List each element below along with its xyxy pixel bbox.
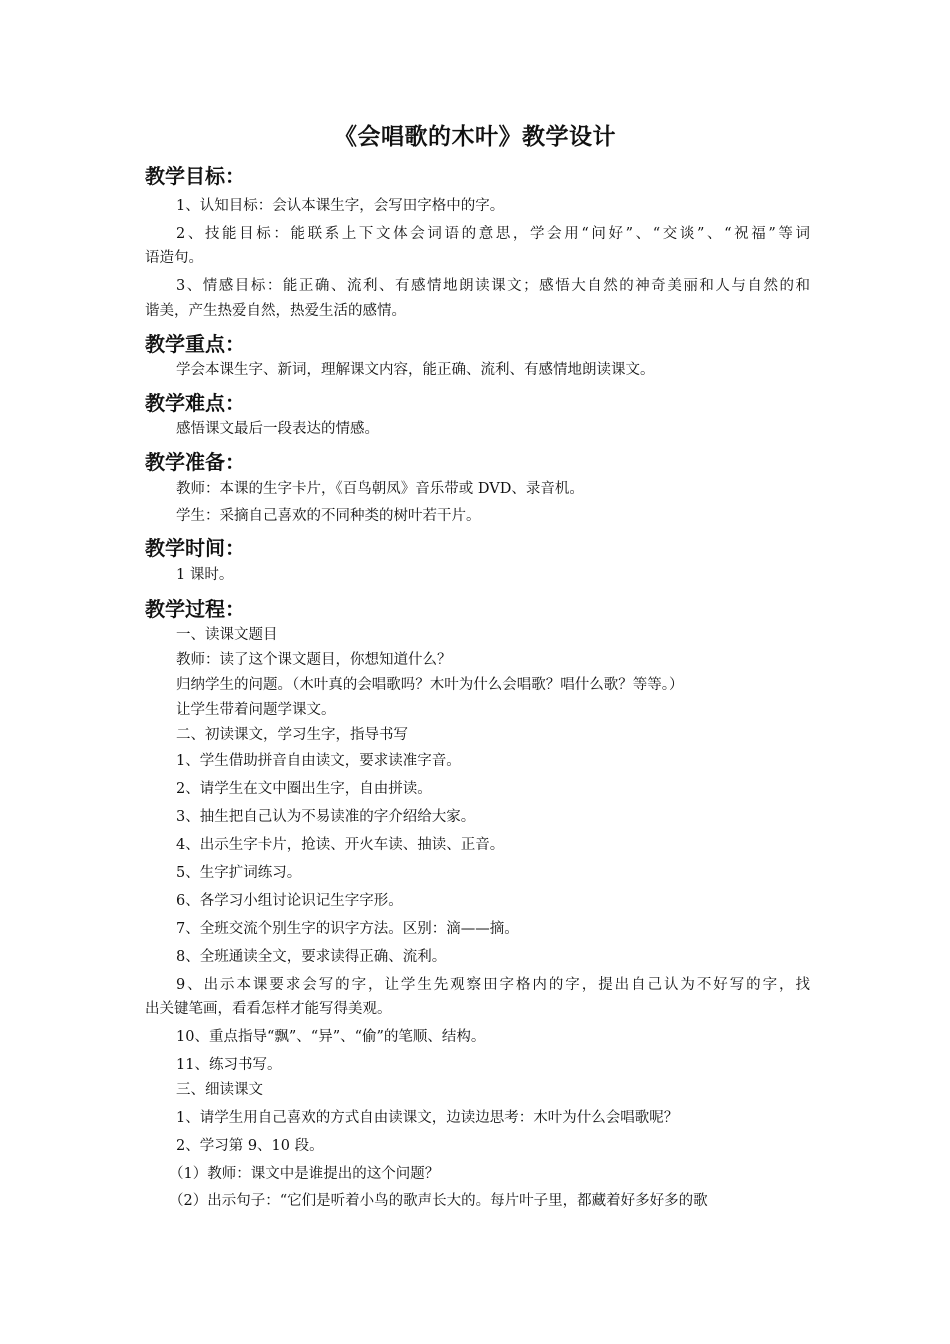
- process-line: 9、出示本课要求会写的字，让学生先观察田字格内的字，提出自己认为不好写的字，找: [176, 977, 810, 993]
- heading-process: 教学过程：: [145, 597, 245, 621]
- page-title: 《会唱歌的木叶》教学设计: [334, 124, 616, 150]
- heading-key-points: 教学重点：: [145, 332, 245, 356]
- process-line: 4、出示生字卡片，抢读、开火车读、抽读、正音。: [176, 837, 505, 853]
- process-line: 教师：读了这个课文题目，你想知道什么？: [176, 652, 452, 668]
- process-line: 让学生带着问题学课文。: [176, 702, 336, 718]
- goal-item-2: 2、技能目标：能联系上下文体会词语的意思，学会用“问好”、“交谈”、“祝福”等词: [176, 226, 810, 242]
- process-line: 6、各学习小组讨论识记生字字形。: [176, 893, 403, 909]
- process-line: 8、全班通读全文，要求读得正确、流利。: [176, 949, 447, 965]
- process-line: 归纳学生的问题。（木叶真的会唱歌吗？木叶为什么会唱歌？唱什么歌？等等。）: [176, 677, 684, 693]
- process-line: 7、全班交流个别生字的识字方法。区别：滴——摘。: [176, 921, 519, 937]
- heading-goals: 教学目标：: [145, 164, 245, 188]
- heading-preparation: 教学准备：: [145, 450, 245, 474]
- time-item: 1 课时。: [176, 567, 234, 583]
- goal-item-3: 3、情感目标：能正确、流利、有感情地朗读课文；感悟大自然的神奇美丽和人与自然的和: [176, 278, 810, 294]
- key-point-item: 学会本课生字、新词，理解课文内容，能正确、流利、有感情地朗读课文。: [176, 362, 655, 378]
- process-line: 二、初读课文，学习生字，指导书写: [176, 727, 408, 743]
- process-line: 三、细读课文: [176, 1082, 263, 1098]
- process-line: 5、生字扩词练习。: [176, 865, 302, 881]
- process-line: （2）出示句子：“它们是听着小鸟的歌声长大的。每片叶子里，都藏着好多好多的歌: [169, 1193, 708, 1209]
- preparation-student: 学生：采摘自己喜欢的不同种类的树叶若干片。: [176, 508, 481, 524]
- goal-item-3-cont: 谐美，产生热爱自然，热爱生活的感情。: [145, 303, 406, 319]
- process-line: （1）教师：课文中是谁提出的这个问题？: [169, 1166, 440, 1182]
- process-line: 11、练习书写。: [176, 1057, 282, 1073]
- goal-item-1: 1、认知目标：会认本课生字，会写田字格中的字。: [176, 198, 505, 214]
- heading-time: 教学时间：: [145, 536, 245, 560]
- process-line-cont: 出关键笔画，看看怎样才能写得美观。: [145, 1001, 392, 1017]
- process-line: 10、重点指导“飘”、“异”、“偷”的笔顺、结构。: [176, 1029, 486, 1045]
- process-line: 1、学生借助拼音自由读文，要求读准字音。: [176, 753, 461, 769]
- process-line: 3、抽生把自己认为不易读准的字介绍给大家。: [176, 809, 476, 825]
- process-line: 2、请学生在文中圈出生字，自由拼读。: [176, 781, 432, 797]
- difficulty-item: 感悟课文最后一段表达的情感。: [176, 421, 379, 437]
- process-line: 1、请学生用自己喜欢的方式自由读课文，边读边思考：木叶为什么会唱歌呢？: [176, 1110, 679, 1126]
- preparation-teacher: 教师：本课的生字卡片，《百鸟朝凤》音乐带或 DVD、录音机。: [176, 481, 584, 497]
- goal-item-2-cont: 语造句。: [145, 250, 203, 266]
- process-line: 一、读课文题目: [176, 627, 278, 643]
- process-line: 2、学习第 9、10 段。: [176, 1138, 324, 1154]
- heading-difficulties: 教学难点：: [145, 391, 245, 415]
